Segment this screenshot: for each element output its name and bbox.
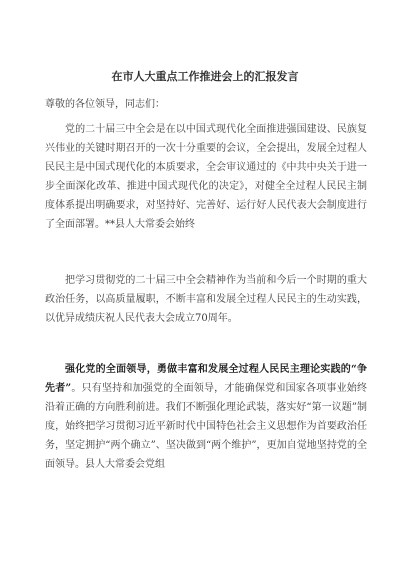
paragraph-2: 把学习贯彻党的二十届三中全会精神作为当前和今后一个时期的重大政治任务，以高质量履职，不断丰富和发展全过程人民民主的生动实践，以优异成绩庆祝人民代表大会成立70周年。 <box>45 275 367 324</box>
salutation: 尊敬的各位领导，同志们： <box>45 99 165 110</box>
paragraph-3-body: 。只有坚持和加强党的全面领导，才能确保党和国家各项事业始终沿着正确的方向胜利前进。我们不断强化理论武装，落实好“第一议题”制度，始终把学习贯彻习近平新时代中国特色社会主义思想作为首要政治任务，坚定拥护“两个确立”、坚决做到“两个维护”，更加自觉地坚持党的全面领导。县人大常委会党组 <box>45 382 367 470</box>
paragraph-3-heading: 强化党的全面领导，勇做丰富和发展全过程人民民主理论实践的“争先者” <box>45 364 367 394</box>
document-title: 在市人大重点工作推进会上的汇报发言 <box>111 70 299 83</box>
paragraph-3 <box>45 361 367 474</box>
paragraph-1: 党的二十届三中全会是在以中国式现代化全面推进强国建设、民族复兴伟业的关键时期召开的一次十分重要的会议，全会提出，发展全过程人民民主是中国式现代化的本质要求，全会审议通过的《中共中央关于进一步全面深化改革、推进中国式现代化的决定》，对健全全过程人民民主制度体系提出明确要求，对坚持好、完善好、运行好人民代表大会制度进行了全面部署。**县人大常委会始终 <box>45 124 367 230</box>
